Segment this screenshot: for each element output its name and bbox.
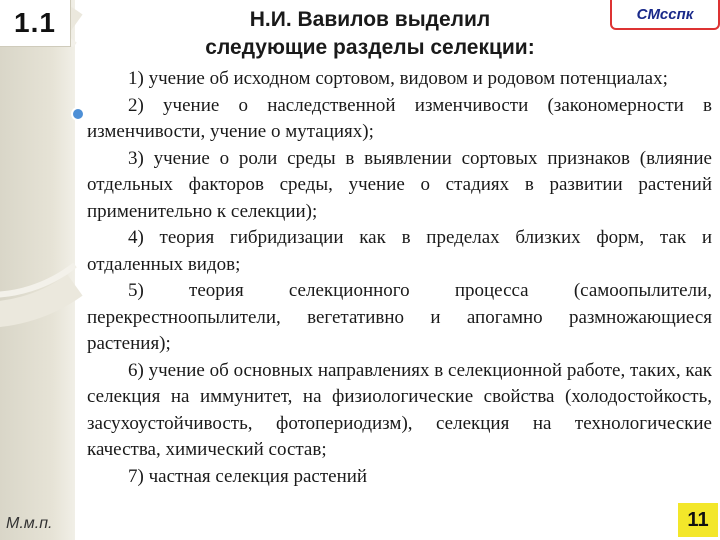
list-item: 2) учение о наследственной изменчивости (закономерности в изменчивости, учение о мутациях); [87, 94, 712, 142]
sections-list [87, 66, 712, 490]
left-decor-band [0, 0, 75, 540]
list-item: 5) теория селекционного процесса (самоопылители, перекрестноопылители, вегетативно и апогамно размножающиеся растения); [87, 280, 712, 354]
corner-tag: СМсспк [610, 0, 720, 30]
list-item: 6) учение об основных направлениях в селекционной работе, таких, как селекция на иммунитет, на физиологические свойства (холодостойкость, засухоустойчивость, фотопериодизм), селекция на технологические качества, химический состав; [87, 359, 712, 460]
slide-number: 1.1 [0, 0, 71, 47]
title-line-1: Н.И. Вавилов выделил [249, 8, 491, 31]
author-label: М.м.п. [6, 515, 53, 532]
list-item: 1) учение об исходном сортовом, видовом и родовом потенциалах; [128, 68, 668, 89]
list-item: 4) теория гибридизации как в пределах близких форм, так и отдаленных видов; [87, 227, 712, 275]
list-item: 7) частная селекция растений [128, 465, 368, 487]
page-number-badge: 11 [678, 503, 718, 537]
slide-title [160, 6, 580, 62]
list-item: 3) учение о роли среды в выявлении сортовых признаков (влияние отдельных факторов среды, учение о стадиях в развитии растений применительно к селекции); [87, 147, 712, 222]
title-line-2: следующие разделы селекции: [205, 36, 535, 59]
